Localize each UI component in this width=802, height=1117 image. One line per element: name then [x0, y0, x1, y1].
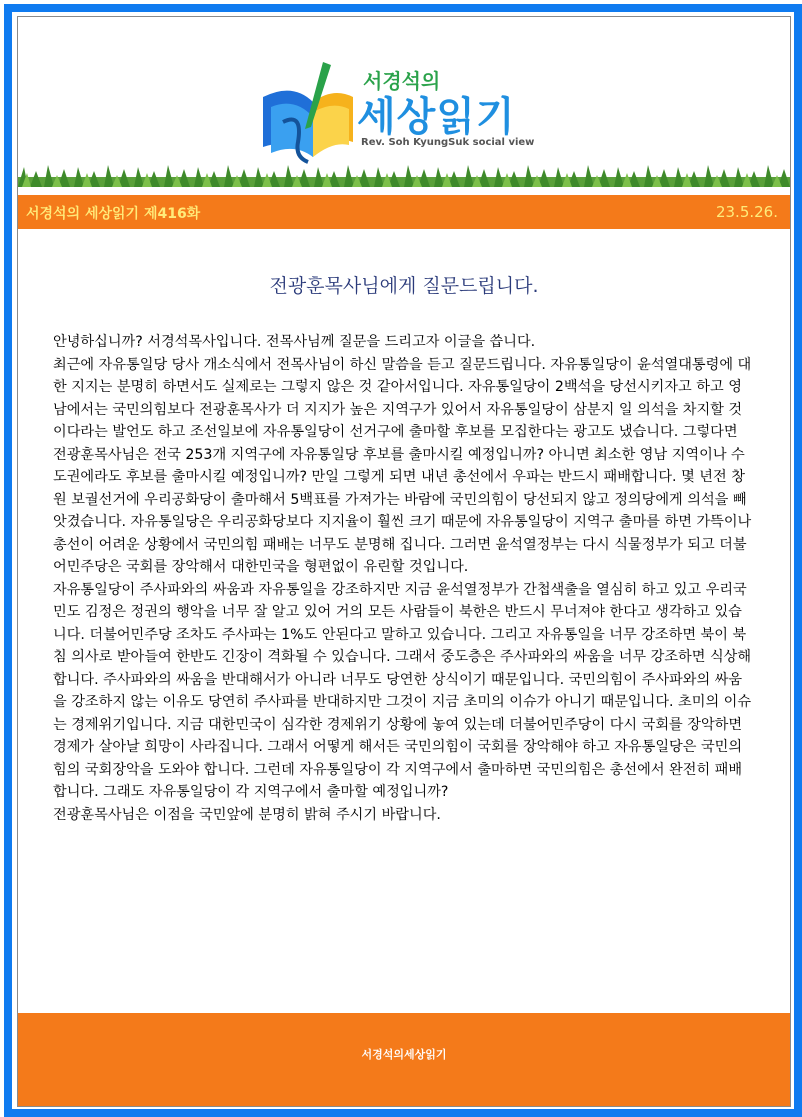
issue-date: 23.5.26. — [715, 203, 778, 221]
footer — [18, 1013, 790, 1106]
logo-title: 세상읽기 — [357, 94, 516, 140]
page-frame — [4, 4, 802, 1117]
header-bar — [18, 195, 790, 229]
book-pen-logo-icon — [253, 57, 363, 167]
paragraph: 최근에 자유통일당 당사 개소식에서 전목사님이 하신 말씀을 듣고 질문드립니다. 자유통일당이 윤석열대통령에 대한 지지는 분명히 하면서도 실제로는 그렇지 않은 것 같아서입니다. 자유통일당이 2백석을 당선시키자고 하고 영남에서는 국민의힘보다 전광훈목사가 더 지지가 높은 지역구가 있어서 자유통일당이 삼분지 일 의석을 차지할 것이다라는 발언도 하고 조선일보에 자유통일당이 선거구에 출마할 후보를 모집한다는 광고도 냈습니다. 그렇다면 전광훈목사님은 전국 253개 지역구에 자유통일당 후보를 출마시킬 예정입니까? 아니면 최소한 영남 지역이나 수도권에라도 후보를 출마시킬 예정입니까? 만일 그렇게 되면 내년 총선에서 우파는 반드시 패배합니다. 몇 년전 창원 보궐선거에 우리공화당이 출마해서 5백표를 가져가는 바람에 국민의힘이 당선되지 않고 정의당에게 의석을 빼앗겼습니다. 자유통일당은 우리공화당보다 지지율이 훨씬 크기 때문에 자유통일당이 지역구 출마를 하면 가뜩이나 총선이 어려운 상황에서 국민의힘 패배는 너무도 분명해 집니다. 그러면 윤석열정부는 다시 식물정부가 되고 더불어민주당은 국회를 장악해서 대한민국을 형편없이 유린할 것입니다. — [53, 356, 752, 575]
article-body — [53, 331, 755, 826]
logo-subtitle: 서경석의 — [363, 69, 441, 93]
series-title: 서경석의 세상읽기 제416화 — [26, 206, 201, 222]
logo — [253, 57, 573, 167]
grass-decoration — [18, 165, 790, 187]
paragraph: 전광훈목사님은 이점을 국민앞에 분명히 밝혀 주시기 바랍니다. — [53, 806, 441, 823]
logo-english: Rev. Soh KyungSuk social view — [361, 137, 535, 148]
paragraph: 안녕하십니까? 서경석목사입니다. 전목사님께 질문을 드리고자 이글을 씁니다. — [53, 334, 536, 350]
logo-area — [18, 17, 790, 187]
footer-text: 서경석의세상읽기 — [361, 1048, 447, 1061]
article-title: 전광훈목사님에게 질문드립니다. — [269, 275, 539, 297]
page-content — [17, 16, 791, 1107]
paragraph: 자유통일당이 주사파와의 싸움과 자유통일을 강조하지만 지금 윤석열정부가 간첩색출을 열심히 하고 있고 우리국민도 김정은 정권의 행악을 너무 잘 알고 있어 거의 모든 사람들이 북한은 반드시 무너져야 한다고 생각하고 있습니다. 더불어민주당 조차도 주사파는 1%도 안된다고 말하고 있습니다. 그리고 자유통일을 너무 강조하면 북이 북침 의사로 받아들여 한반도 긴장이 격화될 수 있습니다. 그래서 중도층은 주사파와의 싸움을 너무 강조하면 식상해 합니다. 주사파와의 싸움을 반대해서가 아니라 너무도 당연한 상식이기 때문입니다. 국민의힘이 주사파와의 싸움을 강조하지 않는 이유도 당연히 주사파를 반대하지만 그것이 지금 초미의 이슈가 아니기 때문입니다. 초미의 이슈는 경제위기입니다. 지금 대한민국이 심각한 경제위기 상황에 놓여 있는데 더불어민주당이 다시 국회를 장악하면 경제가 살아날 희망이 사라집니다. 그래서 어떻게 해서든 국민의힘이 국회를 장악해야 하고 자유통일당은 국민의힘의 국회장악을 도와야 합니다. 그런데 자유통일당이 각 지역구에서 출마하면 국민의힘은 총선에서 완전히 패배합니다. 그래도 자유통일당이 각 지역구에서 출마할 예정입니까? — [53, 581, 752, 800]
